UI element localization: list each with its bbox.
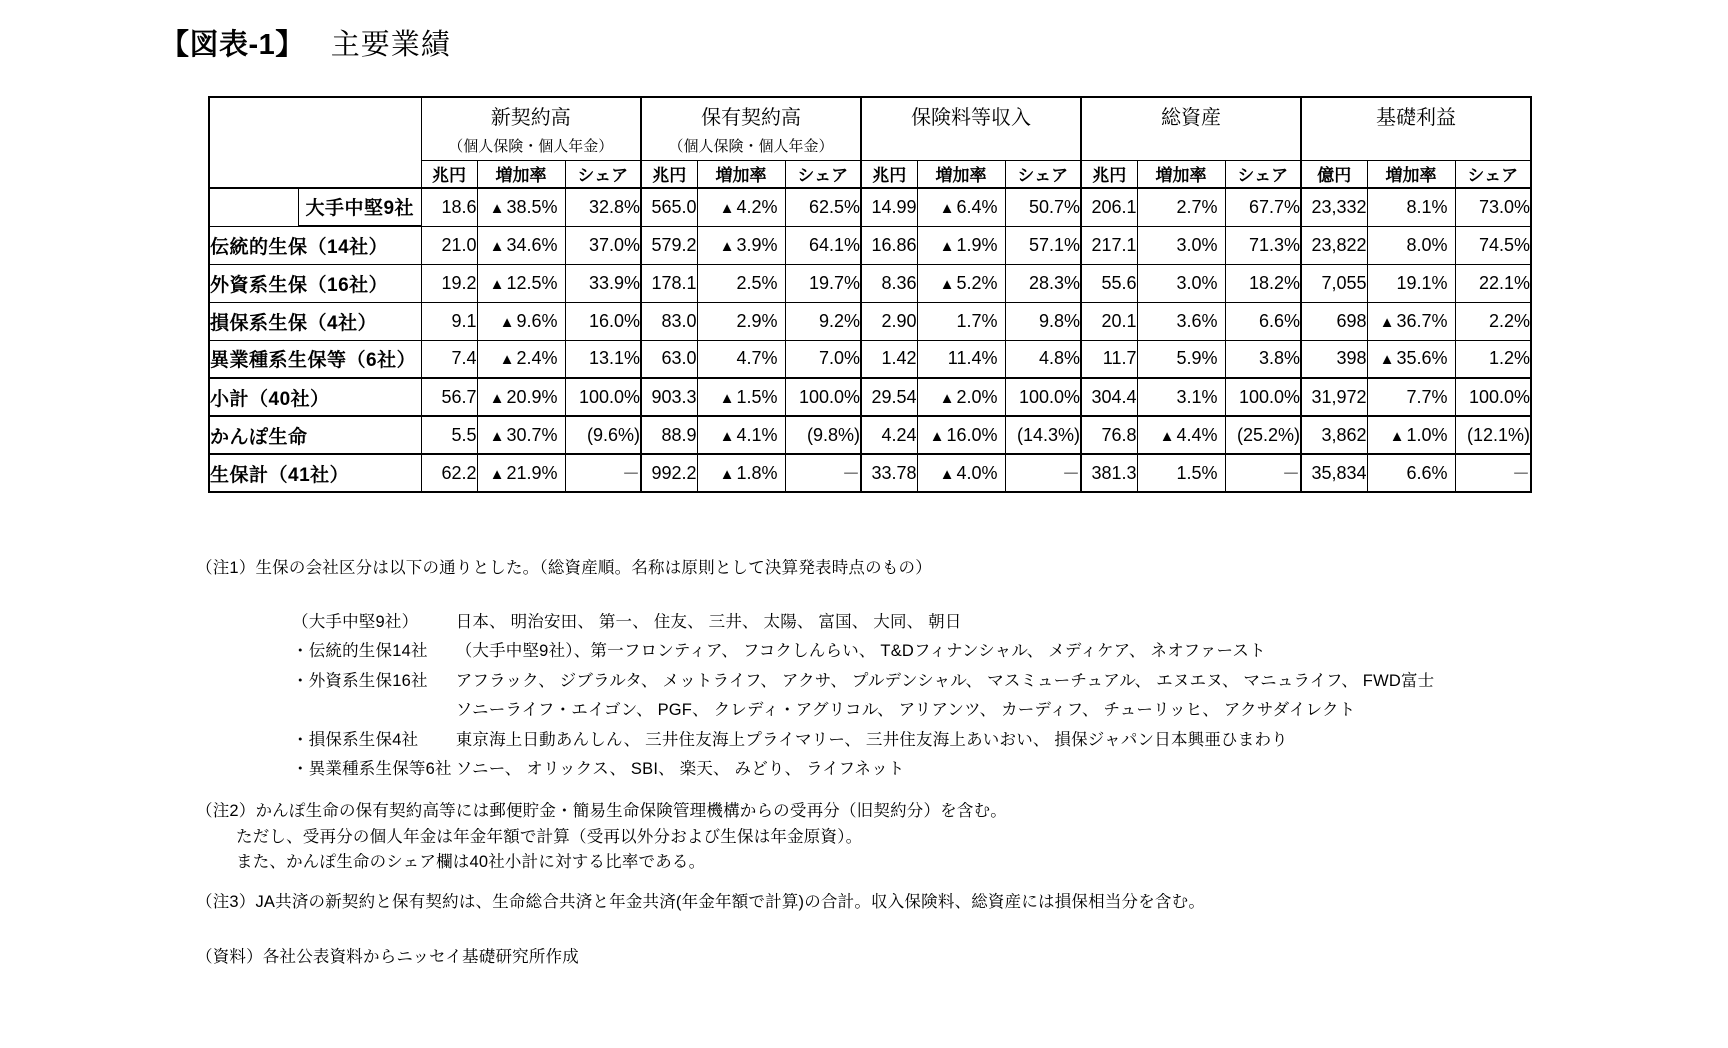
value-cell: 56.7 bbox=[421, 378, 477, 416]
rate-value: 5.2% bbox=[956, 272, 998, 293]
down-triangle-icon: ▲ bbox=[719, 199, 735, 217]
rate-value: 4.1% bbox=[736, 424, 778, 445]
value-cell: 304.4 bbox=[1081, 378, 1137, 416]
rate-cell bbox=[477, 454, 565, 492]
group-subtitle-3 bbox=[1081, 132, 1301, 160]
company-group-row bbox=[196, 755, 1434, 785]
value-cell: 63.0 bbox=[641, 340, 697, 378]
share-cell: 16.0% bbox=[565, 302, 641, 340]
rate-value: 1.0% bbox=[1406, 424, 1448, 445]
value-cell: 178.1 bbox=[641, 264, 697, 302]
company-group-row bbox=[196, 726, 1434, 756]
rate-cell bbox=[1137, 340, 1225, 378]
value-cell: 88.9 bbox=[641, 416, 697, 454]
value-cell: 398 bbox=[1301, 340, 1367, 378]
company-group-row bbox=[196, 696, 1434, 726]
rate-header-0: 増加率 bbox=[477, 160, 565, 188]
table-row bbox=[209, 188, 1531, 226]
value-cell: 903.3 bbox=[641, 378, 697, 416]
down-triangle-icon: ▲ bbox=[719, 237, 735, 255]
rate-cell bbox=[1367, 378, 1455, 416]
value-cell: 29.54 bbox=[861, 378, 917, 416]
down-triangle-icon: ▲ bbox=[1159, 427, 1175, 445]
down-triangle-icon: ▲ bbox=[1389, 427, 1405, 445]
rate-value: 19.1% bbox=[1396, 272, 1448, 293]
row-label-7: 生保計（41社） bbox=[209, 454, 421, 492]
value-cell: 83.0 bbox=[641, 302, 697, 340]
rate-cell bbox=[697, 378, 785, 416]
share-header-2: シェア bbox=[1005, 160, 1081, 188]
unit-header-3: 兆円 bbox=[1081, 160, 1137, 188]
down-triangle-icon: ▲ bbox=[929, 427, 945, 445]
rate-value: 8.1% bbox=[1406, 196, 1448, 217]
note-1-heading: （注1）生保の会社区分は以下の通りとした。（総資産順。名称は原則として決算発表時点のもの） bbox=[196, 559, 932, 577]
rate-cell bbox=[477, 416, 565, 454]
group-header-4: 基礎利益 bbox=[1301, 97, 1531, 132]
share-cell: 28.3% bbox=[1005, 264, 1081, 302]
share-cell: － bbox=[1225, 454, 1301, 492]
value-cell: 76.8 bbox=[1081, 416, 1137, 454]
share-cell: (9.8%) bbox=[785, 416, 861, 454]
rate-cell bbox=[1367, 188, 1455, 226]
value-cell: 2.90 bbox=[861, 302, 917, 340]
company-group-row bbox=[196, 608, 1434, 638]
share-cell: 18.2% bbox=[1225, 264, 1301, 302]
row-label-4: 異業種系生保等（6社） bbox=[209, 340, 421, 378]
table-row bbox=[209, 302, 1531, 340]
note-2-line: また、かんぽ生命のシェア欄は40社小計に対する比率である。 bbox=[236, 853, 706, 872]
rate-value: 2.0% bbox=[956, 386, 998, 407]
rate-cell bbox=[1367, 340, 1455, 378]
table-row bbox=[209, 340, 1531, 378]
value-cell: 4.24 bbox=[861, 416, 917, 454]
value-cell: 21.0 bbox=[421, 226, 477, 264]
share-cell: (25.2%) bbox=[1225, 416, 1301, 454]
row-label-5: 小計（40社） bbox=[209, 378, 421, 416]
company-group-row bbox=[196, 667, 1434, 697]
share-cell: 7.0% bbox=[785, 340, 861, 378]
note-2-line: ただし、受再分の個人年金は年金年額で計算（受再以外分および生保は年金原資）。 bbox=[236, 827, 863, 846]
share-header-3: シェア bbox=[1225, 160, 1301, 188]
value-cell: 23,822 bbox=[1301, 226, 1367, 264]
share-header-4: シェア bbox=[1455, 160, 1531, 188]
rate-value: 1.7% bbox=[956, 310, 998, 331]
unit-header-4: 億円 bbox=[1301, 160, 1367, 188]
table-row bbox=[209, 416, 1531, 454]
note-3 bbox=[196, 890, 1646, 916]
rate-value: 4.0% bbox=[956, 462, 998, 483]
rate-value: 3.6% bbox=[1176, 310, 1218, 331]
value-cell: 5.5 bbox=[421, 416, 477, 454]
rate-cell bbox=[1137, 416, 1225, 454]
table-row bbox=[209, 378, 1531, 416]
share-cell: 100.0% bbox=[1005, 378, 1081, 416]
rate-cell bbox=[1137, 378, 1225, 416]
rate-value: 6.4% bbox=[956, 196, 998, 217]
rate-value: 8.0% bbox=[1406, 234, 1448, 255]
rate-value: 12.5% bbox=[506, 272, 558, 293]
rate-value: 35.6% bbox=[1396, 348, 1448, 369]
down-triangle-icon: ▲ bbox=[489, 465, 505, 483]
down-triangle-icon: ▲ bbox=[489, 427, 505, 445]
rate-header-3: 増加率 bbox=[1137, 160, 1225, 188]
row-label-0 bbox=[209, 188, 421, 226]
value-cell: 31,972 bbox=[1301, 378, 1367, 416]
value-cell: 62.2 bbox=[421, 454, 477, 492]
value-cell: 55.6 bbox=[1081, 264, 1137, 302]
rate-header-4: 増加率 bbox=[1367, 160, 1455, 188]
share-cell: 13.1% bbox=[565, 340, 641, 378]
value-cell: 1.42 bbox=[861, 340, 917, 378]
rate-value: 6.6% bbox=[1406, 462, 1448, 483]
down-triangle-icon: ▲ bbox=[939, 389, 955, 407]
footnotes bbox=[196, 556, 1646, 971]
rate-cell bbox=[1367, 416, 1455, 454]
share-cell: 2.2% bbox=[1455, 302, 1531, 340]
company-group-key: （大手中堅9社） bbox=[292, 612, 419, 631]
share-cell: 33.9% bbox=[565, 264, 641, 302]
value-cell: 217.1 bbox=[1081, 226, 1137, 264]
rate-value: 16.0% bbox=[946, 424, 998, 445]
group-header-3: 総資産 bbox=[1081, 97, 1301, 132]
table-row bbox=[209, 226, 1531, 264]
group-header-0: 新契約高 bbox=[421, 97, 641, 132]
value-cell: 23,332 bbox=[1301, 188, 1367, 226]
unit-header-2: 兆円 bbox=[861, 160, 917, 188]
value-cell: 11.7 bbox=[1081, 340, 1137, 378]
down-triangle-icon: ▲ bbox=[489, 237, 505, 255]
value-cell: 18.6 bbox=[421, 188, 477, 226]
share-cell: (14.3%) bbox=[1005, 416, 1081, 454]
down-triangle-icon: ▲ bbox=[1379, 351, 1395, 369]
figure-title bbox=[160, 22, 451, 63]
down-triangle-icon: ▲ bbox=[939, 237, 955, 255]
group-subtitle-2 bbox=[861, 132, 1081, 160]
rate-value: 2.9% bbox=[736, 310, 778, 331]
unit-header-1: 兆円 bbox=[641, 160, 697, 188]
rate-cell bbox=[477, 188, 565, 226]
rate-cell bbox=[1137, 454, 1225, 492]
share-cell: 37.0% bbox=[565, 226, 641, 264]
share-cell: 50.7% bbox=[1005, 188, 1081, 226]
rate-cell bbox=[1137, 302, 1225, 340]
share-cell: 4.8% bbox=[1005, 340, 1081, 378]
group-subtitle-0: （個人保険・個人年金） bbox=[421, 132, 641, 160]
rate-cell bbox=[477, 264, 565, 302]
rate-cell bbox=[697, 188, 785, 226]
rate-cell bbox=[917, 188, 1005, 226]
rate-value: 1.5% bbox=[736, 386, 778, 407]
rate-cell bbox=[477, 340, 565, 378]
row-label-6: かんぽ生命 bbox=[209, 416, 421, 454]
value-cell: 8.36 bbox=[861, 264, 917, 302]
down-triangle-icon: ▲ bbox=[489, 199, 505, 217]
header-corner-cell bbox=[209, 97, 421, 188]
performance-table bbox=[208, 96, 1532, 493]
company-group-members: ソニーライフ・エイゴン、 PGF、 クレディ・アグリコル、 アリアンツ、 カーディフ、 チューリッヒ、 アクサダイレクト bbox=[455, 701, 1356, 720]
rate-value: 4.7% bbox=[736, 348, 778, 369]
rate-value: 1.8% bbox=[736, 462, 778, 483]
rate-cell bbox=[917, 302, 1005, 340]
company-group-key: ・損保系生保4社 bbox=[292, 730, 419, 749]
down-triangle-icon: ▲ bbox=[939, 275, 955, 293]
rate-value: 36.7% bbox=[1396, 310, 1448, 331]
table-row bbox=[209, 454, 1531, 492]
share-cell: 73.0% bbox=[1455, 188, 1531, 226]
rate-value: 11.4% bbox=[947, 348, 998, 369]
value-cell: 7,055 bbox=[1301, 264, 1367, 302]
down-triangle-icon: ▲ bbox=[1379, 313, 1395, 331]
rate-cell bbox=[477, 302, 565, 340]
unit-header-0: 兆円 bbox=[421, 160, 477, 188]
share-cell: 22.1% bbox=[1455, 264, 1531, 302]
down-triangle-icon: ▲ bbox=[489, 389, 505, 407]
company-group-members: アフラック、 ジブラルタ、 メットライフ、 アクサ、 プルデンシャル、 マスミューチュアル、 エヌエヌ、 マニュライフ、 FWD富士 bbox=[455, 671, 1435, 690]
value-cell: 33.78 bbox=[861, 454, 917, 492]
company-group-key-blank bbox=[196, 696, 452, 726]
value-cell: 3,862 bbox=[1301, 416, 1367, 454]
rate-value: 20.9% bbox=[506, 386, 558, 407]
rate-cell bbox=[697, 302, 785, 340]
rate-value: 7.7% bbox=[1406, 386, 1448, 407]
share-cell: 57.1% bbox=[1005, 226, 1081, 264]
rate-cell bbox=[1137, 264, 1225, 302]
down-triangle-icon: ▲ bbox=[499, 313, 515, 331]
share-cell: 6.6% bbox=[1225, 302, 1301, 340]
rate-cell bbox=[917, 454, 1005, 492]
company-group-key: ・異業種系生保等6社 bbox=[292, 760, 452, 779]
rate-value: 3.0% bbox=[1176, 272, 1218, 293]
rate-cell bbox=[1367, 454, 1455, 492]
down-triangle-icon: ▲ bbox=[719, 389, 735, 407]
rate-value: 21.9% bbox=[506, 462, 558, 483]
figure-number: 【図表-1】 bbox=[160, 29, 305, 61]
value-cell: 206.1 bbox=[1081, 188, 1137, 226]
value-cell: 19.2 bbox=[421, 264, 477, 302]
down-triangle-icon: ▲ bbox=[939, 465, 955, 483]
share-cell: 100.0% bbox=[1455, 378, 1531, 416]
share-header-1: シェア bbox=[785, 160, 861, 188]
down-triangle-icon: ▲ bbox=[719, 465, 735, 483]
company-group-members: 東京海上日動あんしん、 三井住友海上プライマリー、 三井住友海上あいおい、 損保ジャパン日本興亜ひまわり bbox=[455, 730, 1288, 749]
group-header-1: 保有契約高 bbox=[641, 97, 861, 132]
rate-cell bbox=[917, 226, 1005, 264]
rate-value: 1.9% bbox=[956, 234, 998, 255]
note-2-line: （注2）かんぽ生命の保有契約高等には郵便貯金・簡易生命保険管理機構からの受再分（旧契約分）を含む。 bbox=[196, 801, 1007, 820]
value-cell: 7.4 bbox=[421, 340, 477, 378]
share-cell: 9.8% bbox=[1005, 302, 1081, 340]
rate-cell bbox=[697, 416, 785, 454]
row-label-text: 大手中堅9社 bbox=[298, 189, 421, 226]
rate-cell bbox=[917, 340, 1005, 378]
share-cell: 64.1% bbox=[785, 226, 861, 264]
value-cell: 16.86 bbox=[861, 226, 917, 264]
value-cell: 565.0 bbox=[641, 188, 697, 226]
share-cell: 32.8% bbox=[565, 188, 641, 226]
table-body bbox=[209, 188, 1531, 492]
rate-cell bbox=[477, 226, 565, 264]
rate-cell bbox=[477, 378, 565, 416]
rate-cell bbox=[917, 378, 1005, 416]
share-cell: 100.0% bbox=[1225, 378, 1301, 416]
rate-value: 30.7% bbox=[506, 424, 558, 445]
value-cell: 14.99 bbox=[861, 188, 917, 226]
rate-value: 5.9% bbox=[1176, 348, 1218, 369]
value-cell: 579.2 bbox=[641, 226, 697, 264]
down-triangle-icon: ▲ bbox=[489, 275, 505, 293]
rate-value: 3.1% bbox=[1176, 386, 1218, 407]
company-group-members: （大手中堅9社）、第一フロンティア、 フコクしんらい、 T&Dフィナンシャル、 メディケア、 ネオファースト bbox=[455, 642, 1266, 661]
rate-value: 4.4% bbox=[1176, 424, 1218, 445]
row-label-1: 伝統的生保（14社） bbox=[209, 226, 421, 264]
rate-value: 3.0% bbox=[1176, 234, 1218, 255]
down-triangle-icon: ▲ bbox=[719, 427, 735, 445]
rate-header-2: 増加率 bbox=[917, 160, 1005, 188]
rate-value: 34.6% bbox=[506, 234, 558, 255]
share-cell: － bbox=[1455, 454, 1531, 492]
rate-value: 1.5% bbox=[1176, 462, 1218, 483]
rate-value: 2.5% bbox=[736, 272, 778, 293]
value-cell: 20.1 bbox=[1081, 302, 1137, 340]
main-performance-table bbox=[208, 96, 1532, 493]
note-2 bbox=[196, 799, 1646, 876]
rate-cell bbox=[697, 340, 785, 378]
share-cell: 74.5% bbox=[1455, 226, 1531, 264]
company-group-row bbox=[196, 637, 1434, 667]
header-group-row bbox=[209, 97, 1531, 132]
share-cell: － bbox=[785, 454, 861, 492]
company-group-key: ・外資系生保16社 bbox=[292, 671, 428, 690]
down-triangle-icon: ▲ bbox=[499, 351, 515, 369]
share-cell: 100.0% bbox=[785, 378, 861, 416]
rate-cell bbox=[1367, 302, 1455, 340]
note-1 bbox=[196, 556, 1646, 785]
rate-cell bbox=[697, 226, 785, 264]
row-label-2: 外資系生保（16社） bbox=[209, 264, 421, 302]
rate-cell bbox=[1137, 188, 1225, 226]
rate-value: 4.2% bbox=[736, 196, 778, 217]
share-header-0: シェア bbox=[565, 160, 641, 188]
share-cell: － bbox=[565, 454, 641, 492]
share-cell: 71.3% bbox=[1225, 226, 1301, 264]
rate-value: 38.5% bbox=[506, 196, 558, 217]
rate-cell bbox=[1367, 264, 1455, 302]
company-group-members: ソニー、 オリックス、 SBI、 楽天、 みどり、 ライフネット bbox=[455, 760, 905, 779]
down-triangle-icon: ▲ bbox=[939, 199, 955, 217]
group-subtitle-1: （個人保険・個人年金） bbox=[641, 132, 861, 160]
share-cell: 19.7% bbox=[785, 264, 861, 302]
share-cell: 9.2% bbox=[785, 302, 861, 340]
row-label-3: 損保系生保（4社） bbox=[209, 302, 421, 340]
rate-cell bbox=[697, 264, 785, 302]
value-cell: 35,834 bbox=[1301, 454, 1367, 492]
share-cell: 62.5% bbox=[785, 188, 861, 226]
value-cell: 992.2 bbox=[641, 454, 697, 492]
rate-cell bbox=[917, 264, 1005, 302]
rate-cell bbox=[917, 416, 1005, 454]
share-cell: 100.0% bbox=[565, 378, 641, 416]
share-cell: 67.7% bbox=[1225, 188, 1301, 226]
company-classification-list bbox=[196, 608, 1434, 785]
rate-value: 3.9% bbox=[736, 234, 778, 255]
table-row bbox=[209, 264, 1531, 302]
share-cell: － bbox=[1005, 454, 1081, 492]
company-group-key: ・伝統的生保14社 bbox=[292, 642, 428, 661]
note-3-line: （注3）JA共済の新契約と保有契約は、生命総合共済と年金共済(年金年額で計算)の合計。収入保険料、総資産には損保相当分を含む。 bbox=[196, 892, 1206, 911]
source-line: （資料）各社公表資料からニッセイ基礎研究所作成 bbox=[196, 948, 579, 967]
share-cell: (9.6%) bbox=[565, 416, 641, 454]
share-cell: 3.8% bbox=[1225, 340, 1301, 378]
rate-cell bbox=[1137, 226, 1225, 264]
rate-header-1: 増加率 bbox=[697, 160, 785, 188]
rate-value: 2.4% bbox=[516, 348, 558, 369]
value-cell: 9.1 bbox=[421, 302, 477, 340]
share-cell: (12.1%) bbox=[1455, 416, 1531, 454]
rate-cell bbox=[1367, 226, 1455, 264]
group-subtitle-4 bbox=[1301, 132, 1531, 160]
share-cell: 1.2% bbox=[1455, 340, 1531, 378]
value-cell: 381.3 bbox=[1081, 454, 1137, 492]
group-header-2: 保険料等収入 bbox=[861, 97, 1081, 132]
rate-value: 2.7% bbox=[1176, 196, 1218, 217]
table-header bbox=[209, 97, 1531, 188]
rate-value: 9.6% bbox=[516, 310, 558, 331]
value-cell: 698 bbox=[1301, 302, 1367, 340]
rate-cell bbox=[697, 454, 785, 492]
company-group-members: 日本、 明治安田、 第一、 住友、 三井、 太陽、 富国、 大同、 朝日 bbox=[455, 612, 962, 631]
figure-title-text: 主要業績 bbox=[330, 29, 451, 61]
